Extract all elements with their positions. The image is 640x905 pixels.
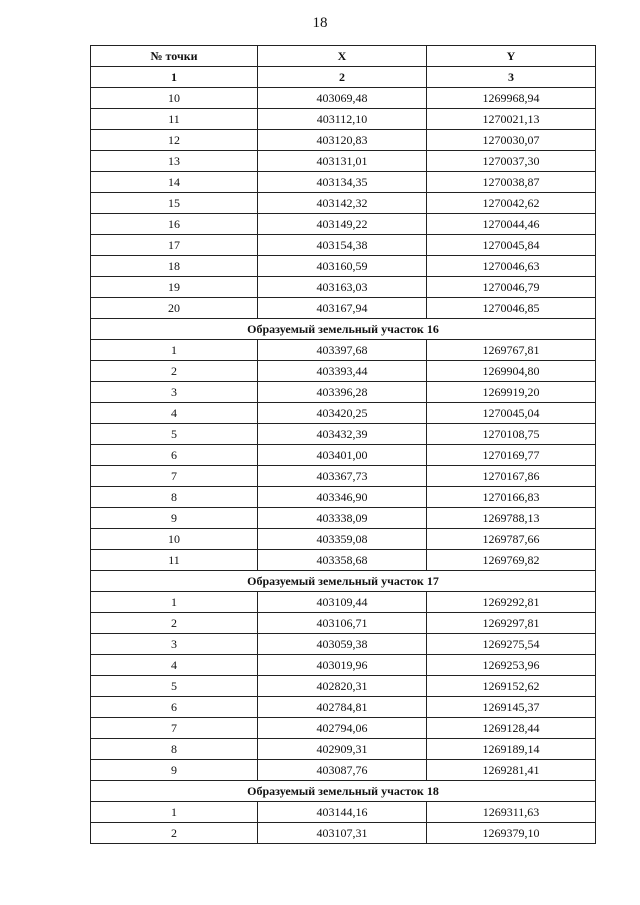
point-number-cell: 2 [91,823,258,844]
table-header-row [91,46,596,67]
y-coordinate-cell: 1269297,81 [427,613,596,634]
point-number-cell: 20 [91,298,258,319]
y-coordinate-cell: 1270046,63 [427,256,596,277]
x-coordinate-cell: 403131,01 [258,151,427,172]
table-row [91,445,596,466]
x-coordinate-cell: 403149,22 [258,214,427,235]
y-coordinate-cell: 1269788,13 [427,508,596,529]
header-point-number: № точки [91,46,258,67]
y-coordinate-cell: 1270037,30 [427,151,596,172]
y-coordinate-cell: 1269189,14 [427,739,596,760]
table-row [91,823,596,844]
point-number-cell: 5 [91,676,258,697]
y-coordinate-cell: 1270046,79 [427,277,596,298]
point-number-cell: 12 [91,130,258,151]
point-number-cell: 10 [91,88,258,109]
y-coordinate-cell: 1270045,84 [427,235,596,256]
point-number-cell: 13 [91,151,258,172]
point-number-cell: 4 [91,655,258,676]
x-coordinate-cell: 403112,10 [258,109,427,130]
coordinates-table [90,45,596,844]
column-number: 2 [258,67,427,88]
y-coordinate-cell: 1270167,86 [427,466,596,487]
point-number-cell: 1 [91,802,258,823]
point-number-cell: 10 [91,529,258,550]
y-coordinate-cell: 1270044,46 [427,214,596,235]
table-row [91,193,596,214]
point-number-cell: 17 [91,235,258,256]
y-coordinate-cell: 1269275,54 [427,634,596,655]
table-row [91,298,596,319]
x-coordinate-cell: 403420,25 [258,403,427,424]
table-row [91,109,596,130]
column-numbers-row [91,67,596,88]
table-row [91,676,596,697]
x-coordinate-cell: 402820,31 [258,676,427,697]
table-row [91,88,596,109]
x-coordinate-cell: 403338,09 [258,508,427,529]
table-row [91,655,596,676]
table-row [91,151,596,172]
x-coordinate-cell: 403144,16 [258,802,427,823]
point-number-cell: 2 [91,361,258,382]
table-row [91,277,596,298]
point-number-cell: 7 [91,466,258,487]
x-coordinate-cell: 402794,06 [258,718,427,739]
x-coordinate-cell: 403019,96 [258,655,427,676]
table-row [91,718,596,739]
table-row [91,382,596,403]
point-number-cell: 19 [91,277,258,298]
point-number-cell: 7 [91,718,258,739]
point-number-cell: 16 [91,214,258,235]
point-number-cell: 8 [91,487,258,508]
point-number-cell: 9 [91,508,258,529]
table-row [91,130,596,151]
x-coordinate-cell: 403109,44 [258,592,427,613]
point-number-cell: 11 [91,109,258,130]
table-row [91,466,596,487]
x-coordinate-cell: 402784,81 [258,697,427,718]
x-coordinate-cell: 403393,44 [258,361,427,382]
point-number-cell: 15 [91,193,258,214]
table-row [91,361,596,382]
x-coordinate-cell: 403401,00 [258,445,427,466]
y-coordinate-cell: 1269292,81 [427,592,596,613]
point-number-cell: 6 [91,445,258,466]
section-title: Образуемый земельный участок 17 [91,571,596,592]
header-x: X [258,46,427,67]
table-row [91,739,596,760]
point-number-cell: 3 [91,634,258,655]
y-coordinate-cell: 1269152,62 [427,676,596,697]
point-number-cell: 3 [91,382,258,403]
y-coordinate-cell: 1269281,41 [427,760,596,781]
table-row [91,508,596,529]
table-row [91,424,596,445]
section-header-row [91,781,596,802]
point-number-cell: 5 [91,424,258,445]
y-coordinate-cell: 1270042,62 [427,193,596,214]
y-coordinate-cell: 1269379,10 [427,823,596,844]
y-coordinate-cell: 1270030,07 [427,130,596,151]
x-coordinate-cell: 403358,68 [258,550,427,571]
section-title: Образуемый земельный участок 18 [91,781,596,802]
x-coordinate-cell: 403359,08 [258,529,427,550]
table-row [91,487,596,508]
y-coordinate-cell: 1270046,85 [427,298,596,319]
x-coordinate-cell: 403107,31 [258,823,427,844]
x-coordinate-cell: 403134,35 [258,172,427,193]
y-coordinate-cell: 1270169,77 [427,445,596,466]
x-coordinate-cell: 403059,38 [258,634,427,655]
point-number-cell: 1 [91,592,258,613]
table-row [91,403,596,424]
point-number-cell: 14 [91,172,258,193]
x-coordinate-cell: 403346,90 [258,487,427,508]
y-coordinate-cell: 1270108,75 [427,424,596,445]
x-coordinate-cell: 403167,94 [258,298,427,319]
x-coordinate-cell: 403069,48 [258,88,427,109]
column-number: 1 [91,67,258,88]
y-coordinate-cell: 1269769,82 [427,550,596,571]
header-y: Y [427,46,596,67]
table-row [91,172,596,193]
table-row [91,760,596,781]
x-coordinate-cell: 403087,76 [258,760,427,781]
point-number-cell: 4 [91,403,258,424]
point-number-cell: 1 [91,340,258,361]
x-coordinate-cell: 403154,38 [258,235,427,256]
y-coordinate-cell: 1269145,37 [427,697,596,718]
point-number-cell: 18 [91,256,258,277]
section-title: Образуемый земельный участок 16 [91,319,596,340]
table-row [91,592,596,613]
y-coordinate-cell: 1269968,94 [427,88,596,109]
y-coordinate-cell: 1269904,80 [427,361,596,382]
x-coordinate-cell: 403396,28 [258,382,427,403]
table-row [91,340,596,361]
x-coordinate-cell: 403160,59 [258,256,427,277]
point-number-cell: 9 [91,760,258,781]
point-number-cell: 8 [91,739,258,760]
table-row [91,802,596,823]
y-coordinate-cell: 1269919,20 [427,382,596,403]
y-coordinate-cell: 1269128,44 [427,718,596,739]
table-row [91,634,596,655]
table-row [91,550,596,571]
y-coordinate-cell: 1269787,66 [427,529,596,550]
x-coordinate-cell: 403397,68 [258,340,427,361]
table-row [91,697,596,718]
page-number: 18 [312,15,328,31]
section-header-row [91,571,596,592]
x-coordinate-cell: 403432,39 [258,424,427,445]
y-coordinate-cell: 1270038,87 [427,172,596,193]
point-number-cell: 6 [91,697,258,718]
y-coordinate-cell: 1270045,04 [427,403,596,424]
table-row [91,256,596,277]
y-coordinate-cell: 1270166,83 [427,487,596,508]
table-row [91,235,596,256]
x-coordinate-cell: 403120,83 [258,130,427,151]
section-header-row [91,319,596,340]
x-coordinate-cell: 403163,03 [258,277,427,298]
column-number: 3 [427,67,596,88]
x-coordinate-cell: 403367,73 [258,466,427,487]
y-coordinate-cell: 1269311,63 [427,802,596,823]
y-coordinate-cell: 1270021,13 [427,109,596,130]
table-row [91,613,596,634]
x-coordinate-cell: 402909,31 [258,739,427,760]
x-coordinate-cell: 403142,32 [258,193,427,214]
point-number-cell: 2 [91,613,258,634]
table-row [91,529,596,550]
y-coordinate-cell: 1269253,96 [427,655,596,676]
y-coordinate-cell: 1269767,81 [427,340,596,361]
table-row [91,214,596,235]
point-number-cell: 11 [91,550,258,571]
x-coordinate-cell: 403106,71 [258,613,427,634]
